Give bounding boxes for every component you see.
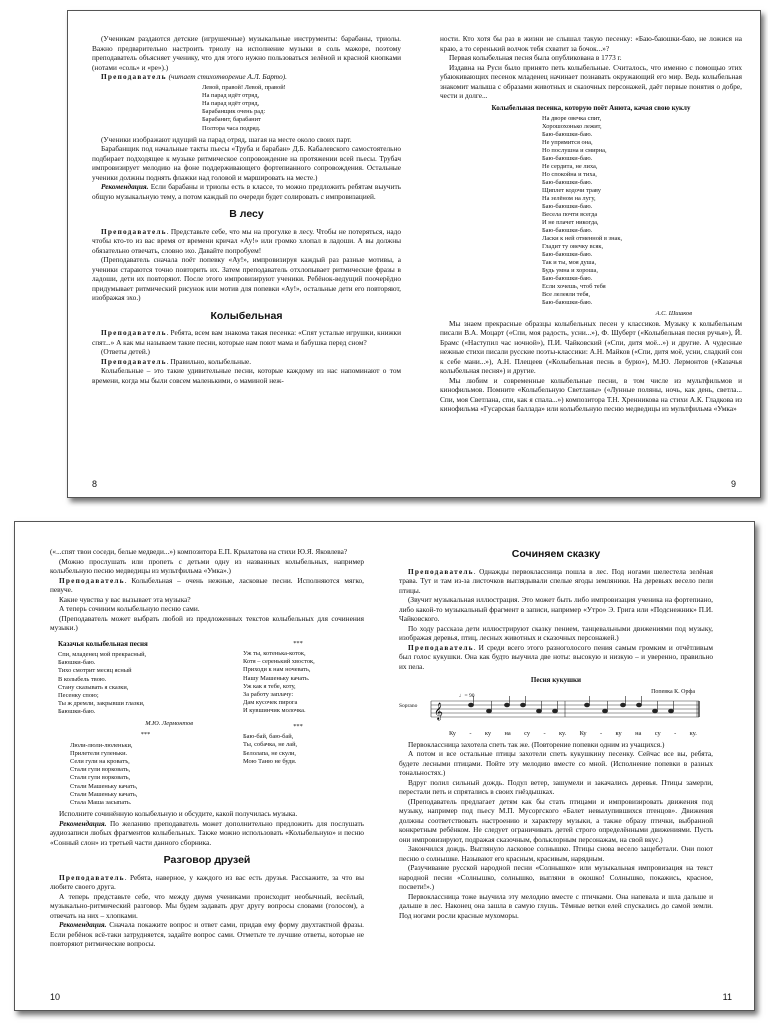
paragraph: Вдруг полил сильный дождь. Подул ветер, зашумели и закачались деревья. Птицы замерли, перестали петь и спрятались в своих гнёздышках. — [399, 777, 713, 796]
poem-line: Не упрямится она, — [542, 139, 593, 146]
book-spread-bottom — [14, 521, 755, 1011]
speech-text: Однажды первоклассница пошла в лес. Под ногами шелестела зелёная трава. Тут и там из-за листочков выглядывали спелые ягоды земляники. На деревьях весело пели птицы. — [399, 566, 713, 595]
page-number: 10 — [50, 992, 61, 1002]
paragraph: Преподаватель. Правильно, колыбельные. — [101, 356, 252, 366]
page-11-text — [399, 547, 713, 920]
paragraph: (Преподаватель может выбрать любой из предложенных текстов колыбельных для сочинения музыки.) — [50, 613, 364, 632]
poem-line: И не плачет никогда, — [542, 219, 599, 226]
poems-block — [50, 637, 364, 810]
poem — [202, 84, 401, 133]
stage-note: (читает стихотворение А.Л. Барто). — [168, 72, 287, 81]
poem-line: Весела почти всегда — [542, 211, 598, 218]
poem-line: Баю-баюшки-баю. — [542, 203, 593, 210]
lyric-syllable: - — [599, 729, 603, 737]
paragraph — [50, 819, 364, 848]
recommendation-label: Рекомендация. — [59, 920, 107, 930]
note-head — [520, 703, 525, 707]
note-head — [504, 703, 509, 707]
poem-line: Барабанщик очень рад: — [202, 108, 266, 116]
separator-stars: *** — [293, 639, 303, 647]
poem-line: Прилетели гуленьки. — [70, 749, 128, 757]
paragraph: Преподаватель. Представьте себе, что мы на прогулке в лесу. Чтобы не потеряться, надо чтобы кто-то из вас время от времени кричал «Ау!» или громко хлопал в ладоши. А вы должны обязательно отвечать, словно эхо. Давайте попробуем! — [92, 226, 401, 255]
section-heading: Сочиняем сказку — [511, 548, 601, 560]
lyric-syllable: су — [524, 729, 531, 737]
poem — [243, 650, 363, 716]
treble-clef-icon: 𝄞 — [434, 701, 443, 720]
poem-line: Баюшки-баю. — [58, 659, 96, 667]
poem-line: Полтора часа подряд. — [202, 124, 261, 132]
poem-author: А.С. Шишков — [655, 310, 692, 317]
paragraph: А теперь сочиним колыбельную песню сами. — [59, 604, 200, 613]
poem-title: Казачья колыбельная песня — [58, 639, 148, 648]
poem-line: Баю-баюшки-баю. — [542, 131, 593, 138]
paragraph: (Ответы детей.) — [101, 347, 150, 357]
paragraph: Первоклассница тоже выучила эту мелодию вместе с птичками. Она напевала и шла дальше и дальше в лес. Наконец она зашла в самую глушь. Тёмные ветки елей спускались до самой земли. Под ногами росли красные мухоморы. — [399, 891, 713, 920]
paragraph: Какие чувства у вас вызывает эта музыка? — [59, 594, 191, 604]
note-head — [552, 709, 557, 713]
note-head — [584, 703, 589, 707]
page-11 — [381, 522, 754, 1010]
paragraph: По ходу рассказа дети иллюстрируют сказку пением, танцевальными движениями под музыку, изображая деревья, птиц, лесных животных и сказочных персонажей.) — [399, 623, 713, 642]
recommendation-label: Рекомендация. — [59, 818, 107, 828]
paragraph: (Преподаватель предлагает детям как бы стать птицами и импровизировать движения под музыку, например под пьесу М.П. Мусоргского «Балет невылупившихся птенцов». Движения должны соответствовать настроению и характеру музыки, а также образу птички, выбранной конкретным ребёнком. Не следует ограничивать детей строго определёнными движениями. Пусть они импровизируют, подражая сказочным, фольклорным персонажам, на свой вкус.) — [399, 796, 713, 844]
speaker-label: Преподаватель — [101, 356, 167, 366]
paragraph: Первоклассница захотела спеть так же. (Повторение попевки одним из учащихся.) — [408, 739, 665, 749]
speaker-label: Преподаватель — [59, 575, 125, 585]
speech-text: Колыбельная – очень нежные, ласковые песни. Исполняются мягко, певуче. — [50, 575, 364, 594]
poem-line: Баю-бай, баю-бай, — [243, 733, 294, 741]
voice-label: Soprano — [399, 702, 418, 709]
poem-line: И кувшинчик молочка. — [243, 707, 306, 715]
poem-line: Стану сказывать я сказки, — [58, 683, 129, 691]
poem-line: Стали гули ворковать, — [70, 766, 131, 774]
poem-line: В колыбель твою. — [58, 675, 107, 683]
paragraph — [92, 72, 401, 82]
paragraph: Закончился дождь. Выглянуло ласковое солнышко. Птицы снова весело защебетали. Они поют песню о солнышке. Называют его красным, красивым, нарядным. — [399, 844, 713, 863]
separator-stars: *** — [140, 731, 151, 739]
recommendation-label: Рекомендация. — [101, 182, 149, 192]
poem-line: Песенку спою; — [58, 692, 99, 700]
song-title: Песня кукушки — [530, 676, 582, 684]
poem-line: Спи, младенец мой прекрасный, — [58, 651, 147, 658]
poem-line: Баю-баюшки-баю. — [542, 299, 593, 306]
speech-text: И среди всего этого разноголосого пения самым громким и отчётливым был голос кукушки. Она как будто выучила две ноты: высокую и низкую – и уверенно, правильно их пела. — [399, 642, 713, 671]
paragraph: Мы знаем прекрасные образцы колыбельных песен у классиков. Музыку к колыбельным писали В.А. Моцарт («Спи, моя радость, усни...»), Ф. Шуберт («Колыбельная песня ручья»), Й. Брамс («Наступил час ночной»), П.И. Чайковский («Спи, дитя моё...») и другие. А чудесные нежные стихи писали русские поэты-классики: А.Н. Майков («Спи, дитя моё, усни, сладкий сон к себе мани...»), А.Н. Плещеев («Колыбельная песнь в бурю»), М.Ю. Лермонтов («Казачья колыбельная песня») и другие. — [440, 318, 742, 375]
recommendation-text: По желанию преподаватель может дополнительно предложить для послушать аудиозаписи любых фрагментов колыбельных. Также можно использовать «Колыбельную» и песню «Сонный слон» из третьей части данного сборника. — [50, 818, 364, 847]
book-spread-top — [67, 10, 761, 498]
poem-line: Ласки к ней отменной в знак, — [542, 235, 623, 242]
lyric-syllable: ку. — [559, 729, 567, 737]
paragraph: («...спят твои соседи, белые медведи...») композитора Е.П. Крылатова на стихи Ю.Я. Яковлева? — [50, 547, 348, 556]
poem-line: Если хочешь, чтоб тебя — [542, 283, 606, 290]
speaker-label: Преподаватель — [101, 328, 167, 338]
poem-line: Так и ты, моя душа, — [542, 259, 597, 266]
poem-line: Все лелеяли тебя, — [542, 291, 591, 298]
poem-line: Баю-баюшки-баю. — [542, 155, 593, 162]
poem-line: Люли-люли-люленьки, — [70, 741, 133, 749]
poem-line: Ты ж дремли, закрывши глазки, — [58, 700, 145, 708]
note-head — [636, 703, 641, 707]
poem-line: Баюшки-баю. — [58, 708, 96, 716]
paragraph: ности. Кто хотя бы раз в жизни не слышал такую песенку: «Баю-баюшки-баю, не ложися на краю, а то серенький волчок тебя схватит за бочок...»? — [440, 34, 742, 53]
lyric-syllable: ку — [484, 729, 492, 737]
note-head — [536, 709, 541, 713]
speaker-label: Преподаватель — [408, 642, 474, 652]
page-9 — [414, 11, 760, 497]
lyric-syllable: ку. — [689, 729, 697, 737]
section-heading: Разговор друзей — [163, 854, 251, 867]
poem-line: Будь умна и хороша, — [542, 267, 598, 274]
poem-line: Мою Таню не буди. — [243, 757, 297, 765]
poem-line: Стали Машеньку качать, — [70, 782, 138, 790]
poem-line: Щиплет кодочи траву — [542, 187, 601, 194]
poem-line: На зелёном на лугу, — [542, 195, 596, 202]
poem-line: За работу заплачу: — [243, 691, 294, 699]
poem-line: Ты, собачка, не лай, — [243, 741, 298, 749]
poem-line: Баю-баюшки-баю. — [542, 227, 593, 234]
paragraph: Преподаватель. И среди всего этого разноголосого пения самым громким и отчётливым был голос кукушки. Она как будто выучила две ноты: высокую и низкую – и уверенно, правильно их пела. — [399, 642, 713, 671]
paragraph: Преподаватель. Однажды первоклассница пошла в лес. Под ногами шелестела зелёная трава. Тут и там из-за листочков выглядывали спелые ягоды земляники. На деревьях весело пели птицы. — [399, 566, 713, 595]
speaker-label: Преподаватель — [408, 566, 474, 576]
paragraph: Преподаватель. Ребята, наверное, у каждого из вас есть друзья. Расскажите, за что вы любите своего друга. — [50, 872, 364, 892]
page-number: 8 — [92, 479, 98, 489]
poem-line: Хорошохонько лежит, — [542, 123, 602, 130]
lyric-syllable: на — [504, 729, 511, 737]
paragraph: (Преподаватель сначала поёт попевку «Ау!», импровизируя каждый раз разные мотивы, а ученики стараются точно повторить их. Затем преподаватель отхлопывает ритмические фразы в ладоши, дети их повторяют. После этого импровизируют ученики. Ребёнок-ведущий поочерёдно придумывает ритмический рисунок или мотив для попевки «Ау!», остальные дети его повторяют, изображая эхо.) — [92, 255, 401, 303]
note-head — [620, 703, 625, 707]
poem-line: Стала Маша засыпать. — [70, 799, 132, 807]
speech-text: Ребята, всем вам знакома такая песенка: «Спят усталые игрушки, книжки спят...» А как мы называем такие песни, которые нам поют мама и бабушка перед сном? — [92, 328, 401, 347]
lyric-syllable: - — [469, 729, 472, 737]
page-number: 11 — [722, 992, 732, 1002]
page-10-text — [50, 547, 364, 949]
paragraph: Преподаватель. Колыбельная – очень нежные, ласковые песни. Исполняются мягко, певуче. — [50, 575, 364, 594]
paragraph: (Разучивание русской народной песни «Солнышко» или музыкальная импровизация на текст народной песни «Солнышко, солнышко, выгляни в окошко! Солнышко, покажись, красное, посвети!».) — [399, 863, 713, 891]
separator-stars: *** — [293, 722, 303, 730]
section-heading: В лесу — [229, 208, 264, 221]
poems-right-column — [233, 637, 363, 810]
note-head — [668, 709, 673, 713]
recommendation-text: Если барабаны и триолы есть в классе, то можно предложить ребятам выучить общую музыкальную тему, а потом каждый по очереди будет солировать с импровизацией. — [92, 182, 401, 201]
poem-line: Но послушна и смирна, — [542, 147, 607, 154]
paragraph: А потом и все остальные птицы захотели спеть кукушкину песенку. Сейчас все вы, ребята, будете лесными птицами. Пойте эту мелодию вместе со мной. (Исполнение попевки в разных тональностях.) — [399, 749, 713, 777]
poem-line: Баю-баюшки-баю. — [542, 251, 593, 258]
paragraph: Первая колыбельная песня была опубликована в 1773 г. — [449, 53, 622, 62]
speaker-label: Преподаватель — [101, 226, 167, 236]
lyric-syllable: - — [543, 729, 546, 737]
poem-line: Стали гули ворковать, — [70, 774, 131, 782]
lyric-syllable: Ку — [579, 729, 587, 737]
paragraph: (Звучит музыкальная иллюстрация. Это может быть либо импровизация ученика на фортепиано, либо какой-то музыкальный фрагмент в записи, например «Утро» Э. Грига или «Подснежник» П.И. Чайковского. — [399, 595, 713, 623]
paragraph — [50, 920, 364, 949]
poem-line: Приходи к нам ночевать, — [243, 666, 311, 674]
poems-left-column — [50, 637, 233, 810]
poem-line: Но спокойна и тиха, — [542, 171, 597, 178]
paragraph: Барабанщик под начальные такты пьесы «Труба и барабан» Д.Б. Кабалевского самостоятельно подбирает подходящее к музыке ритмическое сопровождение на протяжении всей пьесы. Трубач импровизирует мелодию на фоне поддерживающего фортепианного сопровождения. Остальные ученики должны поднять флажки над головой и маршировать на месте.) — [92, 144, 401, 182]
poem-line: На парад идёт отряд, — [202, 99, 260, 107]
poem-line: Баю-баюшки-баю. — [542, 275, 593, 282]
poem — [58, 651, 233, 717]
page-9-text — [440, 34, 742, 414]
poem — [243, 733, 363, 766]
note-head — [486, 709, 491, 713]
poem — [542, 115, 742, 307]
poem-line: Левой, правой! Левой, правой! — [202, 83, 286, 91]
song-credit: Попевка К. Орфа — [651, 688, 695, 695]
music-score — [399, 688, 713, 740]
page-10 — [15, 522, 381, 1010]
recommendation-text: Сначала покажите вопрос и ответ сами, придав ему форму двухтактной фразы. Если ребёнок всё-таки затрудняется, задайте вопрос сами. Отметьте те лучшие ответы, которые не повторяют ритмические вопросы. — [50, 920, 364, 949]
tempo-mark: ♩= 90 — [459, 692, 475, 699]
poem-line: Не сердита, не лиха, — [542, 163, 598, 170]
lyric-syllable: ку — [615, 729, 622, 737]
poem-author: М.Ю. Лермонтов — [145, 719, 193, 727]
paragraph: (Ученикам раздаются детские (игрушечные) музыкальные инструменты: барабаны, триолы. Важно предварительно настроить триолу на исполнение музыки в соль мажоре, поэтому преподаватель объясняет ученику, что для этого нужно пользоваться зелёной и красной кнопками (нотами «соль» и «ре»).) — [92, 34, 401, 72]
paragraph: Мы любим и современные колыбельные песни, в том числе из мультфильмов и кинофильмов. Помните «Колыбельную Светланы» («Лунные поляны, ночь, как день, светла... Спи, моя Светлана, спи, как я спала...») композитора Т.Н. Хренникова на стихи А.К. Гладкова из кинофильма «Гусарская баллада» или колыбельную песню медведицы из мультфильма «Умка» — [440, 375, 742, 413]
poem-line: Дам кусочек пирога — [243, 699, 298, 707]
paragraph: (Можно прослушать или пропеть с детьми одну из названных колыбельных, например колыбельную песню медведицы из мультфильма «Умка».) — [50, 556, 364, 575]
speaker-label: Преподаватель — [101, 72, 167, 81]
poem-line: Тихо смотрит месяц ясный — [58, 667, 132, 675]
poem-line: Котя – серенький хвосток, — [243, 658, 315, 666]
poem-line: Гладит ту овечку всяк, — [542, 243, 604, 250]
speaker-label: Преподаватель — [59, 872, 125, 882]
page-number: 9 — [730, 479, 736, 489]
speech-text: Ребята, наверное, у каждого из вас есть друзья. Расскажите, за что вы любите своего друга. — [50, 872, 364, 892]
paragraph — [92, 182, 401, 201]
paragraph: Издавна на Руси было принято петь колыбельные. Считалось, что именно с помощью этих убаюкивающих песенок младенец начинает познавать окружающий его мир. Ведь колыбельная знакомит малыша с образами животных и сказочных персонажей, даёт первые понятия о добре, чести и долге... — [440, 62, 742, 100]
paragraph: А теперь представьте себе, что между двумя учениками происходит необычный, весёлый, музыкально-ритмический разговор. Мы будем задавать друг другу вопросы словами (голосом), а отвечать на них – хлопками. — [50, 891, 364, 920]
poem-title: Колыбельная песенка, которую поёт Анюта, качая свою куклу — [491, 103, 691, 112]
poem-line: Барабанит, барабанит — [202, 116, 261, 124]
page-8 — [68, 11, 414, 497]
poem — [70, 742, 233, 808]
lyric-syllable: Ку — [449, 729, 456, 737]
page-8-text — [92, 34, 401, 385]
lyric-syllable: су — [654, 729, 661, 737]
poem-line: Нашу Машеньку качать. — [243, 674, 310, 682]
poem-line: Белолапа, не скули, — [243, 749, 297, 757]
poem-line: Стали Машеньку качать, — [70, 790, 138, 798]
poem-line: Уж ты, котенька-коток, — [243, 650, 306, 657]
poem-line: На дворе овечка спит, — [542, 115, 602, 122]
lyric-syllable: - — [674, 729, 677, 737]
lyrics-line — [399, 729, 713, 739]
lyric-syllable: на — [635, 729, 642, 737]
paragraph: Преподаватель. Ребята, всем вам знакома такая песенка: «Спят усталые игрушки, книжки спят...» А как мы называем такие песни, которые нам поют мама и бабушка перед сном? — [92, 328, 401, 347]
staff-notation — [399, 696, 713, 726]
speech-text: Правильно, колыбельные. — [170, 356, 252, 366]
poem-line: Уж как я тебе, коту, — [243, 682, 296, 690]
paragraph: (Ученики изображают идущий на парад отряд, шагая на месте около своих парт. — [101, 134, 352, 144]
section-heading: Колыбельная — [210, 309, 283, 322]
note-head — [652, 709, 657, 713]
paragraph: Колыбельные – это такие удивительные песни, которые каждому из нас напоминают о том времени, когда мы были совсем маленькими, о маминой неж- — [92, 366, 401, 385]
poem-line: Сели гули на кроватъ, — [70, 758, 130, 766]
speech-text: Представьте себе, что мы на прогулке в лесу. Чтобы не потеряться, надо чтобы кто-то из вас время от времени кричал «Ау!» или громко хлопал в ладоши. А вы должны обязательно отвечать, словно эхо. Давайте попробуем! — [92, 226, 401, 255]
poem-line: Баю-баюшки-баю. — [542, 179, 593, 186]
paragraph: Исполните сочинённую колыбельную и обсудите, какой получилась музыка. — [59, 809, 298, 819]
poem-line: На парад идёт отряд, — [202, 91, 260, 99]
note-head — [468, 703, 473, 707]
note-head — [602, 709, 607, 713]
